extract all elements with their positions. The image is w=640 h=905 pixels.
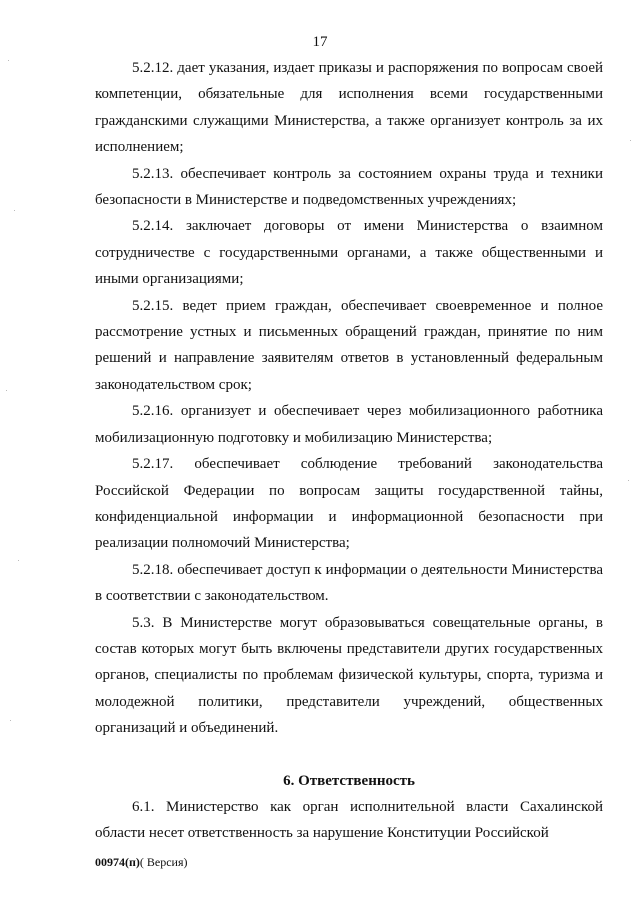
paragraph-5-2-16: 5.2.16. организует и обеспечивает через мобилизационного работника мобилизационную подготовку и мобилизацию Министерства;: [95, 403, 603, 446]
scan-speck: [6, 390, 7, 391]
paragraph-5-2-15: 5.2.15. ведет прием граждан, обеспечивает своевременное и полное рассмотрение устных и письменных обращений граждан, принятие по ним решений и направление заявителям ответов в установленный федеральным законодательством срок;: [95, 297, 603, 393]
scan-speck: [18, 560, 19, 561]
document-body: [95, 55, 603, 847]
scan-speck: [8, 60, 9, 61]
page-number: 17: [312, 34, 328, 50]
scan-speck: [630, 140, 631, 141]
scan-speck: [628, 480, 629, 481]
paragraph-5-2-13: 5.2.13. обеспечивает контроль за состоянием охраны труда и техники безопасности в Министерстве и подведомственных учреждениях;: [95, 165, 603, 209]
paragraph-5-2-12: 5.2.12. дает указания, издает приказы и распоряжения по вопросам своей компетенции, обязательные для исполнения всеми государственными гражданскими служащими Министерства, а также организует контроль за их исполнением;: [95, 60, 603, 156]
paragraph-5-3: 5.3. В Министерстве могут образовываться совещательные органы, в состав которых могут быть включены представители других государственных органов, специалисты по проблемам физической культуры, спорта, туризма и молодежной политики, представители учреждений, общественных организаций и объединений.: [95, 614, 603, 737]
scan-speck: [10, 720, 11, 721]
paragraph-5-2-18: 5.2.18. обеспечивает доступ к информации о деятельности Министерства в соответствии с законодательством.: [95, 561, 603, 605]
document-version: ( Версия): [139, 855, 188, 869]
paragraph-5-2-17: 5.2.17. обеспечивает соблюдение требований законодательства Российской Федерации по вопросам защиты государственной тайны, конфиденциальной информации и информационной безопасности при реализации полномочий Министерства;: [95, 456, 603, 552]
paragraph-5-2-14: 5.2.14. заключает договоры от имени Министерства о взаимном сотрудничестве с государственными органами, а также общественными и иными организациями;: [95, 218, 603, 288]
paragraph-6-1: 6.1. Министерство как орган исполнительной власти Сахалинской области несет ответственность за нарушение Конституции Российской: [95, 798, 603, 842]
document-code: 00974(п): [95, 855, 140, 869]
document-footer: [95, 855, 188, 870]
scan-speck: [14, 210, 15, 211]
section-heading: 6. Ответственность: [283, 772, 415, 789]
